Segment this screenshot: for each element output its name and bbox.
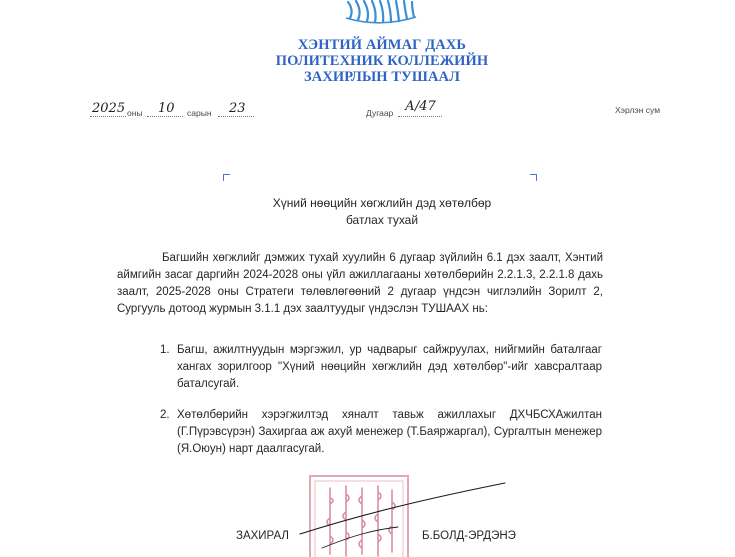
title-bracket-right [530,174,537,181]
order-day: 23 [229,101,246,116]
order-place: Хэрлэн сум [615,105,661,115]
director-name: Б.БОЛД-ЭРДЭНЭ [422,530,516,542]
year-label: оны [127,108,143,118]
header-line-1: ХЭНТИЙ АЙМАГ ДАХЬ [297,37,467,53]
order-item-text: Хөтөлбөрийн хэрэгжилтэд хяналт тавьж ажиллахыг ДХЧБСХАжилтан (Г.Пүрэвсүрэн) Захиргаа аж ахуй менежер (Т.Баяржаргал), Сургалтын менежер (Я.Оюун) нарт даалгасугай. [177,409,602,455]
official-seal-icon [308,474,410,557]
year-underline [90,116,126,117]
day-underline [218,116,254,117]
intro-paragraph: Багшийн хөгжлийг дэмжих тухай хуулийн 6 дугаар зүйлийн 6.1 дэх заалт, Хэнтий аймгийн засаг даргийн 2024-2028 оны үйл ажиллагааны хөтөлбөрийн 2.2.1.3, 2.2.1.8 дахь заалт, 2025-2028 оны Стратеги төлөвлөгөөний 2 дугаар үндсэн чиглэлийн Зорилт 2, Сургууль дотоод журмын 3.1.1 дэх заалтуудыг үндэслэн ТУШААХ нь: [117,252,603,315]
title-line-2: батлах тухай [345,213,419,227]
director-title: ЗАХИРАЛ [236,530,289,542]
order-item-number: 2. [160,409,170,421]
order-month: 10 [158,101,175,116]
college-header [232,37,532,85]
emblem-icon [340,0,420,24]
order-item-text: Багш, ажилтнуудын мэргэжил, ур чадварыг сайжруулах, нийгмийн баталгааг хангах зорилгоор "Хүний нөөцийн хөгжлийн дэд хөтөлбөр"-ийг хавсралтаар баталсугай. [177,344,602,390]
order-item-number: 1. [160,344,170,356]
order-number: А/47 [405,99,436,114]
order-year: 2025 [92,101,126,116]
title-bracket-left [223,174,230,181]
header-line-2: ПОЛИТЕХНИК КОЛЛЕЖИЙН [275,53,489,69]
header-line-3: ЗАХИРЛЫН ТУШААЛ [304,69,460,85]
title-line-1: Хүний нөөцийн хөгжлийн дэд хөтөлбөр [272,196,492,210]
order-number-label: Дугаар [366,108,394,118]
month-label: сарын [187,108,212,118]
number-underline [398,116,442,117]
month-underline [147,116,183,117]
document-title [232,195,532,229]
